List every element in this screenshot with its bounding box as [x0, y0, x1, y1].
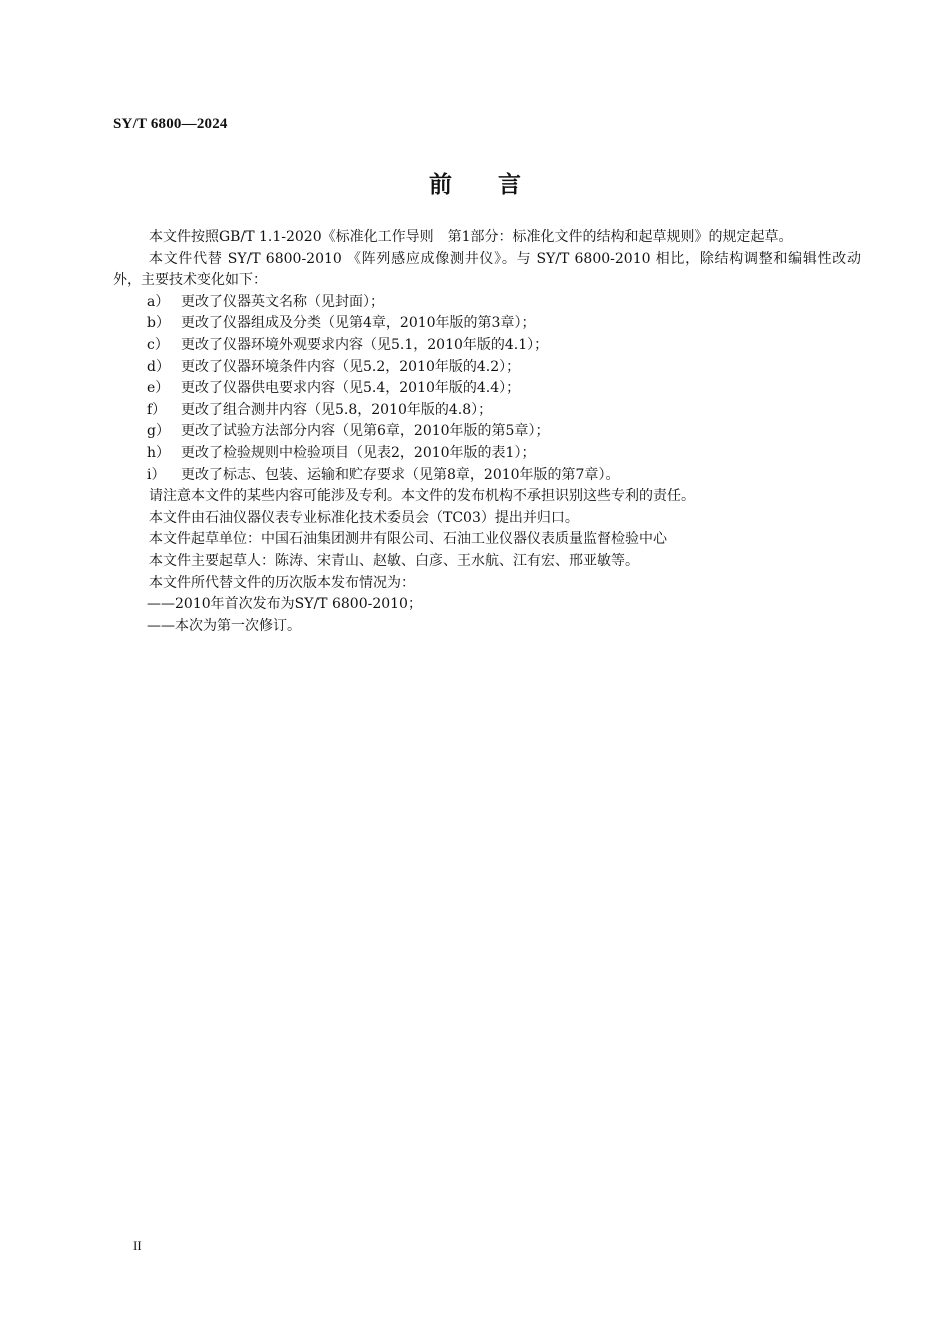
list-text: 更改了仪器英文名称（见封面）； — [181, 293, 384, 310]
history-item: ——2010年首次发布为SY/T 6800-2010； — [147, 596, 422, 613]
paragraph-replacement: 本文件代替 SY/T 6800-2010 《阵列感应成像测井仪》。与 SY/T 6800-2010 相比，除结构调整和编辑性改动外，主要技术变化如下： — [113, 250, 861, 289]
paragraph-history-intro: 本文件所代替文件的历次版本发布情况为： — [149, 574, 415, 591]
list-item — [113, 292, 861, 314]
document-code: SY/T 6800—2024 — [113, 116, 228, 132]
list-item — [113, 335, 861, 357]
foreword-body — [113, 227, 861, 637]
history-list — [113, 594, 861, 637]
list-marker: e） — [147, 380, 170, 397]
list-item — [113, 313, 861, 335]
list-marker: d） — [147, 358, 170, 375]
list-text: 更改了仪器环境外观要求内容（见5.1，2010年版的4.1）； — [181, 336, 549, 353]
paragraph-drafting-units: 本文件起草单位：中国石油集团测井有限公司、石油工业仪器仪表质量监督检验中心 — [149, 531, 667, 548]
changes-list — [113, 292, 861, 486]
list-marker: g） — [147, 423, 170, 440]
list-marker: c） — [147, 336, 169, 353]
list-text: 更改了仪器环境条件内容（见5.2，2010年版的4.2）； — [181, 358, 521, 375]
list-text: 更改了仪器供电要求内容（见5.4，2010年版的4.4）； — [181, 380, 521, 397]
list-marker: b） — [147, 315, 170, 332]
list-item — [113, 421, 861, 443]
list-marker: h） — [147, 444, 171, 461]
list-item — [113, 400, 861, 422]
list-item — [113, 443, 861, 465]
list-marker: i） — [147, 466, 166, 483]
list-item — [113, 465, 861, 487]
list-text: 更改了检验规则中检验项目（见表2，2010年版的表1）； — [181, 444, 536, 461]
page-number: II — [133, 1238, 142, 1253]
list-text: 更改了仪器组成及分类（见第4章，2010年版的第3章）； — [181, 315, 536, 332]
list-item — [113, 357, 861, 379]
list-text: 更改了组合测井内容（见5.8，2010年版的4.8）； — [181, 401, 493, 418]
list-item — [113, 378, 861, 400]
history-item: ——本次为第一次修订。 — [147, 617, 301, 634]
paragraph-patent-notice: 请注意本文件的某些内容可能涉及专利。本文件的发布机构不承担识别这些专利的责任。 — [149, 488, 695, 505]
list-marker: f） — [147, 401, 167, 418]
page-title: 前言 — [429, 172, 567, 198]
paragraph-committee: 本文件由石油仪器仪表专业标准化技术委员会（TC03）提出并归口。 — [149, 509, 579, 526]
list-marker: a） — [147, 293, 170, 310]
list-text: 更改了标志、包装、运输和贮存要求（见第8章，2010年版的第7章）。 — [181, 466, 620, 483]
paragraph-drafters: 本文件主要起草人：陈涛、宋青山、赵敏、白彦、王水航、江有宏、邢亚敏等。 — [149, 552, 639, 569]
paragraph-drafting-rules: 本文件按照GB/T 1.1-2020《标准化工作导则 第1部分：标准化文件的结构和起草规则》的规定起草。 — [149, 229, 793, 245]
list-text: 更改了试验方法部分内容（见第6章，2010年版的第5章）； — [181, 423, 550, 440]
